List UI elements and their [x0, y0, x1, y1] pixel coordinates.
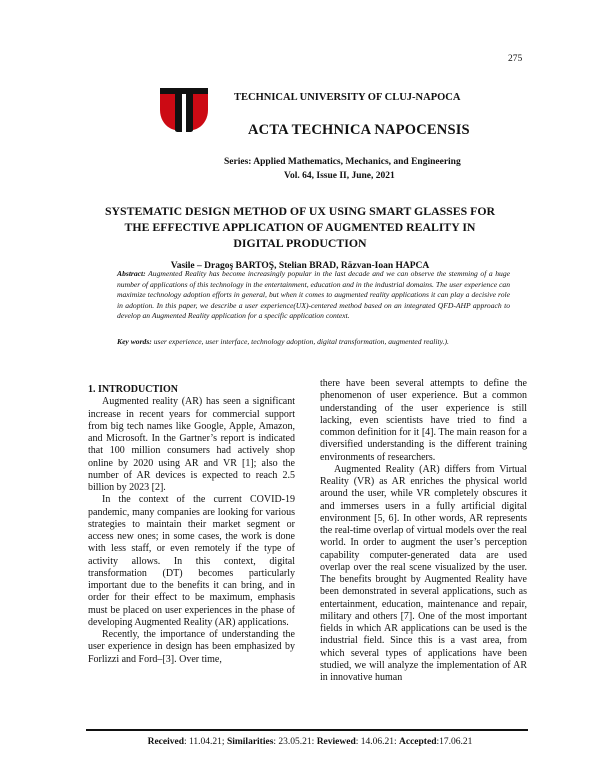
paper-title [80, 203, 520, 251]
abstract-text: Augmented Reality has become increasingly popular in the last decade and we can observe the stemming of a huge number of applications of this technology in the entertainment, education and in the industrial domains. The user experience can maximize technology adoption efforts in general, but when it comes to augmented reality applications it can play a decisive role in adoption. In this paper, we describe a user experience(UX)-centered method based on an integrated QFD-AHP approach to develop an Augmented Reality application for a specific application context. [117, 269, 510, 321]
section-heading: 1. INTRODUCTION [88, 384, 179, 395]
keywords-label: Key words: [117, 337, 152, 346]
title-line: SYSTEMATIC DESIGN METHOD OF UX USING SMART GLASSES FOR [104, 204, 496, 218]
keywords [117, 337, 510, 348]
similarities-label: Similarities [226, 737, 274, 747]
reviewed-label: Reviewed [316, 737, 356, 747]
received-label: Received [147, 737, 185, 747]
accepted-value: :17.06.21 [436, 737, 473, 747]
title-line: DIGITAL PRODUCTION [233, 236, 367, 250]
abstract [117, 269, 510, 322]
abstract-label: Abstract: [117, 269, 146, 278]
received-value: : 11.04.21; [184, 737, 227, 747]
paragraph: In the context of the current COVID-19 pandemic, many companies are looking for various strategies to maintain their market segment or access new ones; in some cases, the work is done with less staff, or even remotely if the type of activity allows. In this context, digital transformation (DT) becomes particularly important due to the benefits it can bring, and in order for their effect to be maximum, emphasis must be placed on user experiences in the phase of developing Augmented Reality (AR) applications. [88, 494, 295, 628]
keywords-text: user experience, user interface, technology adoption, digital transformation, augmented reality.). [151, 337, 449, 346]
university-name: TECHNICAL UNIVERSITY OF CLUJ-NAPOCA [234, 92, 461, 103]
footer-divider [86, 729, 528, 731]
paragraph: Augmented Reality (AR) differs from Virtual Reality (VR) as AR enriches the physical world around the user, while VR completely obscures it and immerses users in a fully artificial digital environment [5, 6]. In other words, AR represents the real-time overlap of virtual models over the real world. In order to augment the user’s perception capability computer-generated data are used overlap over the real scene visualized by the user. The benefits brought by Augmented Reality have been demonstrated in several applications, such as entertainment, education, maintenance and repair, military and others [7]. One of the most important fields in which AR applications can be used is the industrial field. Since this is a vast area, from which several types of applications have been studied, we will analyze the implementation of AR in innovative human [320, 463, 527, 683]
journal-name: ACTA TECHNICA NAPOCENSIS [248, 122, 470, 138]
paragraph: Recently, the importance of understanding the user experience in design has been emphasized by Forlizzi and Ford–[3]. Over time, [88, 629, 295, 665]
tuc-logo-icon [158, 86, 210, 134]
paragraph: there have been several attempts to define the phenomenon of user experience. But a common understanding of the user experience is still lacking, even scientists have tried to find a common definition for it [4]. The main reason for a diversified understanding is the different training environments of researchers. [320, 378, 527, 463]
accepted-label: Accepted [399, 737, 437, 747]
reviewed-value: : 14.06.21: [355, 737, 400, 747]
paragraph: Augmented reality (AR) has seen a significant increase in recent years for commercial support from big tech names like Google, Apple, Amazon, and Microsoft. In the Gartner’s report is indicated that 100 million consumers had actively shop online by 2020 using AR and VR [1]; also the number of AR devices is expected to reach 2.5 billion by 2023 [2]. [88, 396, 295, 493]
similarities-value: : 23.05.21: [273, 737, 317, 747]
left-column [88, 384, 295, 666]
right-column [320, 378, 527, 684]
journal-volume: Vol. 64, Issue II, June, 2021 [284, 171, 395, 181]
submission-dates [80, 737, 540, 747]
title-line: THE EFFECTIVE APPLICATION OF AUGMENTED REALITY IN [124, 220, 476, 234]
journal-series: Series: Applied Mathematics, Mechanics, and Engineering [224, 157, 461, 167]
page-number: 275 [508, 54, 523, 64]
authors: Vasile – Dragoş BARTOŞ, Stelian BRAD, Răzvan-Ioan HAPCA [170, 261, 430, 271]
